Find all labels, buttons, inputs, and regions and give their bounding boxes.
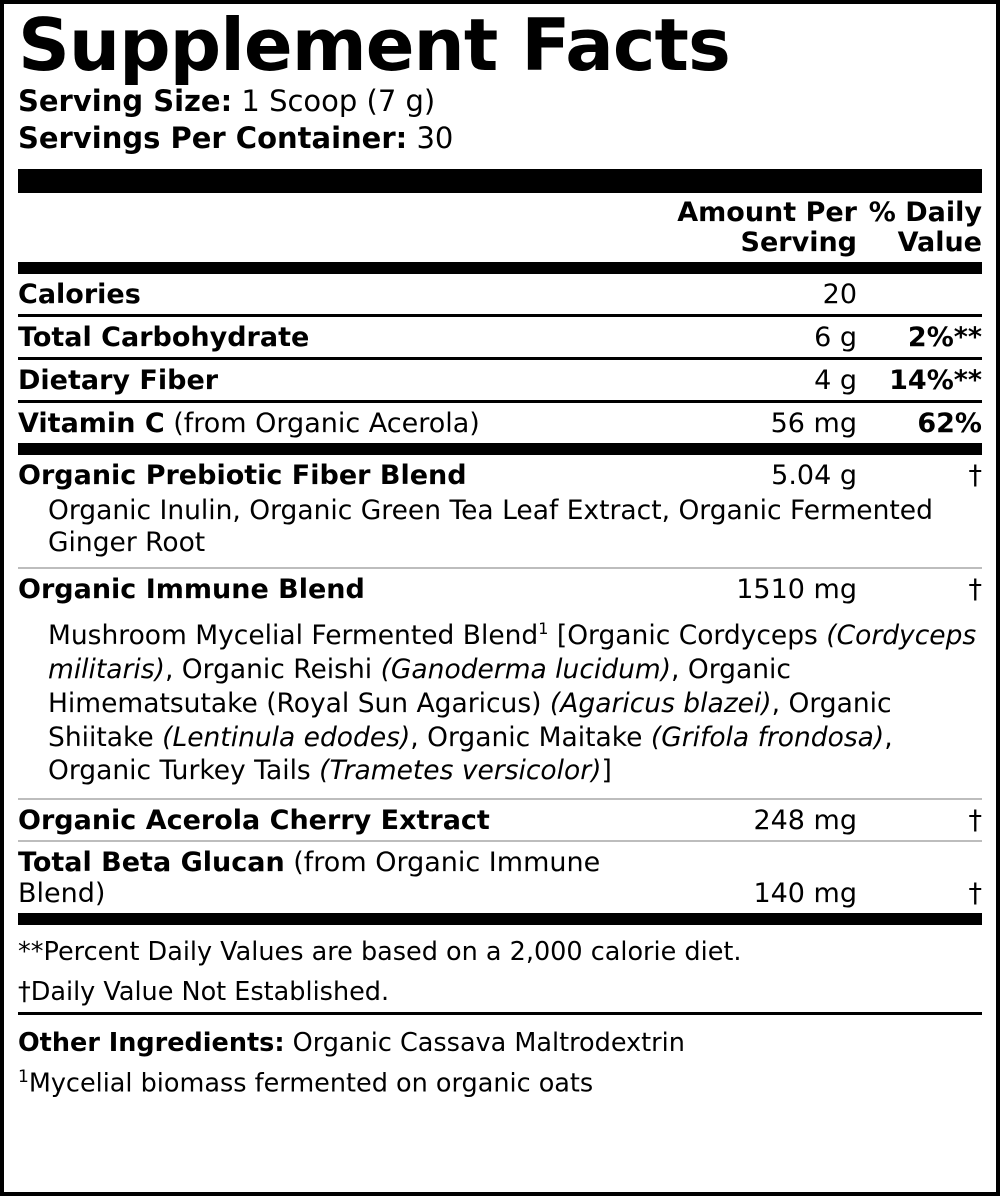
row-amount: 5.04 g (771, 460, 857, 492)
vitamin-c-table (18, 403, 982, 443)
fiber-table (18, 360, 982, 400)
header-daily-value: % Daily Value (868, 196, 982, 258)
nutrients-table (18, 274, 982, 314)
other-ingredients-label: Other Ingredients: (18, 1027, 285, 1058)
table-row-total-carbohydrate (18, 317, 982, 357)
divider-thick-top (18, 169, 982, 193)
row-name-main: Vitamin C (18, 408, 165, 440)
table-row-dietary-fiber (18, 360, 982, 400)
row-daily-value: † (968, 460, 982, 492)
footnote-percent-daily-value: **Percent Daily Values are based on a 2,000 calorie diet. (18, 937, 742, 968)
prebiotic-blend-description: Organic Inulin, Organic Green Tea Leaf Extract, Organic Fermented Ginger Root (48, 495, 933, 559)
row-amount: 56 mg (770, 408, 857, 440)
row-daily-value: † (968, 573, 982, 605)
facts-table (18, 193, 982, 262)
row-amount: 140 mg (753, 878, 857, 910)
serving-size-label: Serving Size: (18, 83, 233, 118)
row-amount: 6 g (814, 322, 857, 354)
immune-blend-table (18, 569, 982, 609)
table-row-prebiotic-blend (18, 455, 982, 495)
row-name: Organic Acerola Cherry Extract (18, 805, 490, 837)
other-ingredients-value: Organic Cassava Maltrodextrin (292, 1027, 685, 1058)
row-amount: 1510 mg (736, 573, 857, 605)
header-spacer (18, 193, 667, 262)
row-amount: 4 g (814, 365, 857, 397)
table-header-row (18, 193, 982, 262)
beta-glucan-table (18, 842, 982, 913)
table-row-immune-blend (18, 569, 982, 609)
page-title: Supplement Facts (18, 3, 730, 87)
divider-mid-footnotes (18, 913, 982, 925)
row-amount: 20 (822, 279, 857, 311)
servings-per-container-value: 30 (416, 120, 454, 155)
row-daily-value: 2%** (907, 322, 982, 354)
footnotes-block (18, 925, 982, 1011)
other-ingredients-line (18, 1021, 982, 1061)
footnote-1-text: Mycelial biomass fermented on organic oats (28, 1068, 594, 1099)
acerola-table (18, 800, 982, 840)
footnote-1-line (18, 1060, 982, 1101)
header-amount-per-serving: Amount Per Serving (677, 196, 857, 258)
row-name: Organic Immune Blend (18, 573, 365, 605)
serving-size-value: 1 Scoop (7 g) (241, 83, 436, 118)
row-daily-value: † (968, 805, 982, 837)
table-row-total-beta-glucan (18, 842, 982, 913)
row-amount: 248 mg (753, 805, 857, 837)
table-row-acerola-extract (18, 800, 982, 840)
serving-size-line (18, 83, 982, 120)
footnote-1-marker: 1 (18, 1067, 29, 1088)
row-name: Total Carbohydrate (18, 322, 310, 354)
immune-blend-description: Mushroom Mycelial Fermented Blend$^1$ [Organic Cordyceps (Cordyceps militaris), Organic Reishi (Ganoderma lucidum), Organic Himematsutake (Royal Sun Agaricus) (Agaricus blazei), Organic Shiitake (Lentinula edodes), Organic Maitake (Grifola frondosa), Organic Turkey Tails (Trametes versicolor)] (48, 619, 977, 787)
immune-blend-description-prefix: Mushroom Mycelial Fermented Blend (48, 619, 539, 651)
servings-per-container-label: Servings Per Container: (18, 120, 408, 155)
row-name-main: Total Beta Glucan (18, 847, 285, 879)
footnote-daily-value-not-established: †Daily Value Not Established. (18, 976, 390, 1007)
row-name-suffix: (from Organic Immune Blend) (18, 847, 601, 910)
carb-table (18, 317, 982, 357)
row-name: Organic Prebiotic Fiber Blend (18, 460, 467, 492)
divider-mid-blends (18, 443, 982, 455)
servings-per-container-line (18, 120, 982, 157)
table-row-calories (18, 274, 982, 314)
row-daily-value: 14%** (889, 365, 982, 397)
prebiotic-blend-table (18, 455, 982, 495)
footnote-marker-1: 1 (538, 619, 549, 638)
row-daily-value (857, 274, 982, 314)
divider-mid-header (18, 262, 982, 274)
table-row-vitamin-c (18, 403, 982, 443)
row-name (18, 842, 667, 913)
row-name-suffix: (from Organic Acerola) (164, 408, 480, 440)
row-daily-value: † (968, 878, 982, 910)
row-name (18, 403, 667, 443)
row-daily-value: 62% (917, 408, 982, 440)
row-name: Calories (18, 279, 141, 311)
row-name: Dietary Fiber (18, 365, 219, 397)
